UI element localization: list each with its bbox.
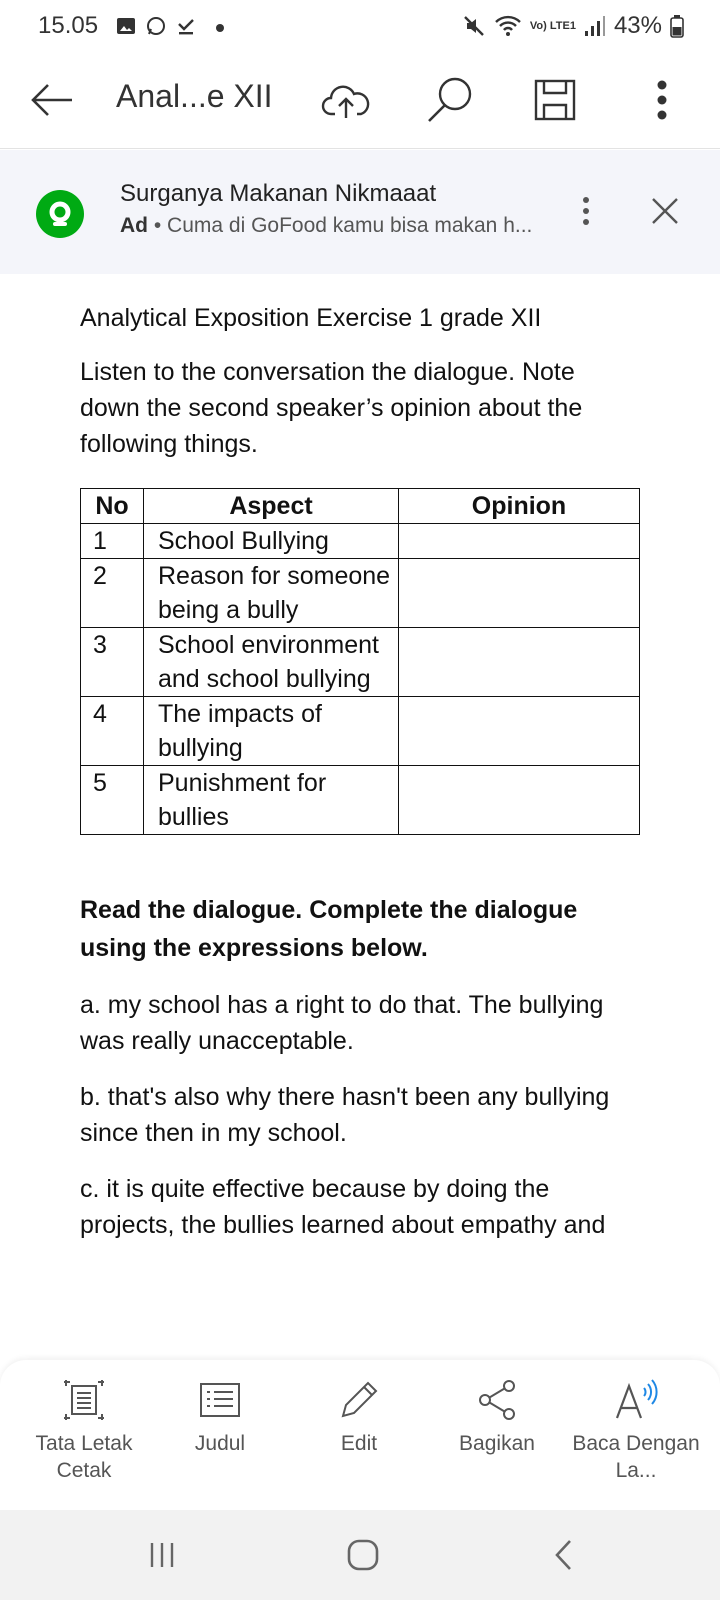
ad-text: Cuma di GoFood kamu bisa makan h... — [167, 214, 533, 237]
more-options-button[interactable] — [632, 70, 692, 130]
row-no: 1 — [81, 524, 144, 559]
dot-icon — [210, 16, 230, 36]
home-button[interactable] — [333, 1530, 393, 1580]
download-done-icon — [176, 16, 196, 36]
headings-icon — [198, 1378, 242, 1422]
row-opinion — [399, 524, 640, 559]
ad-more-vert-icon — [582, 196, 590, 226]
option-a: a. my school has a right to do that. The bullying was really unacceptable. — [80, 991, 604, 1055]
cloud-upload-button[interactable] — [316, 70, 376, 130]
headings-label: Judul — [194, 1432, 246, 1455]
ad-description[interactable] — [120, 214, 532, 238]
opinion-table — [80, 488, 640, 835]
document-instruction: Listen to the conversation the dialogue. Note down the second speaker’s opinion about the following things. — [80, 358, 583, 458]
more-vert-icon — [655, 79, 669, 121]
nav-back-button[interactable] — [534, 1530, 594, 1580]
network-label: Vo) LTE1 — [529, 19, 576, 32]
row-aspect: Punishment for bullies — [144, 766, 399, 835]
back-button[interactable] — [22, 70, 82, 130]
close-icon — [651, 197, 679, 225]
app-bar — [0, 52, 720, 149]
row-aspect: Reason for someone being a bully — [144, 559, 399, 628]
back-arrow-icon — [30, 83, 74, 117]
document-heading: Analytical Exposition Exercise 1 grade XII — [80, 304, 542, 332]
gallery-icon — [116, 16, 136, 36]
ad-title[interactable]: Surganya Makanan Nikmaaat — [120, 180, 437, 207]
ad-separator: • — [153, 214, 162, 237]
ad-banner[interactable] — [0, 150, 720, 274]
back-icon — [552, 1538, 576, 1572]
print-layout-icon — [62, 1378, 106, 1422]
edit-label: Edit — [340, 1432, 378, 1455]
row-no: 5 — [81, 766, 144, 835]
save-icon — [533, 78, 577, 122]
status-right — [462, 12, 684, 40]
pencil-icon — [337, 1378, 381, 1422]
share-button[interactable] — [427, 1378, 567, 1457]
table-row — [81, 524, 640, 559]
read-dialogue-heading: Read the dialogue. Complete the dialogue using the expressions below. — [80, 896, 578, 962]
read-aloud-label: Baca Dengan La... — [572, 1432, 700, 1482]
row-no: 4 — [81, 697, 144, 766]
table-header-row — [81, 489, 640, 524]
row-opinion — [399, 559, 640, 628]
header-no: No — [81, 489, 144, 524]
status-time: 15.05 — [38, 12, 99, 39]
home-icon — [346, 1538, 380, 1572]
print-layout-label: Tata Letak Cetak — [35, 1432, 133, 1482]
recents-icon — [147, 1540, 177, 1570]
gofood-logo-icon — [36, 190, 84, 238]
read-aloud-button[interactable] — [566, 1378, 706, 1484]
row-opinion — [399, 697, 640, 766]
row-aspect: The impacts of bullying — [144, 697, 399, 766]
option-c: c. it is quite effective because by doing the projects, the bullies learned about empathy and — [80, 1175, 606, 1239]
save-button[interactable] — [525, 70, 585, 130]
cloud-upload-icon — [321, 80, 371, 120]
mute-icon — [462, 14, 486, 38]
battery-icon — [670, 14, 684, 38]
header-opinion: Opinion — [399, 489, 640, 524]
share-label: Bagikan — [459, 1432, 535, 1455]
row-aspect: School environment and school bullying — [144, 628, 399, 697]
signal-icon — [584, 15, 606, 37]
print-layout-button[interactable] — [14, 1378, 154, 1484]
battery-percent: 43% — [613, 12, 662, 39]
row-aspect: School Bullying — [144, 524, 399, 559]
search-icon — [425, 75, 475, 125]
share-icon — [475, 1378, 519, 1422]
ad-more-button[interactable] — [566, 186, 606, 236]
table-row — [81, 697, 640, 766]
row-no: 3 — [81, 628, 144, 697]
document-content — [80, 300, 640, 1263]
table-row — [81, 766, 640, 835]
option-b: b. that's also why there hasn't been any bullying since then in my school. — [80, 1083, 610, 1147]
ad-close-button[interactable] — [640, 186, 690, 236]
system-nav-bar — [0, 1510, 720, 1600]
table-row — [81, 559, 640, 628]
header-aspect: Aspect — [144, 489, 399, 524]
row-no: 2 — [81, 559, 144, 628]
edit-button[interactable] — [289, 1378, 429, 1457]
status-bar — [0, 0, 720, 52]
search-button[interactable] — [420, 70, 480, 130]
whatsapp-icon — [146, 16, 166, 36]
ad-tag: Ad — [120, 214, 148, 237]
recents-button[interactable] — [132, 1530, 192, 1580]
row-opinion — [399, 628, 640, 697]
wifi-icon — [494, 14, 522, 38]
table-row — [81, 628, 640, 697]
headings-button[interactable] — [150, 1378, 290, 1457]
document-title[interactable]: Anal...e XII — [116, 78, 273, 114]
read-aloud-icon — [611, 1378, 661, 1422]
bottom-toolbar — [0, 1360, 720, 1510]
row-opinion — [399, 766, 640, 835]
